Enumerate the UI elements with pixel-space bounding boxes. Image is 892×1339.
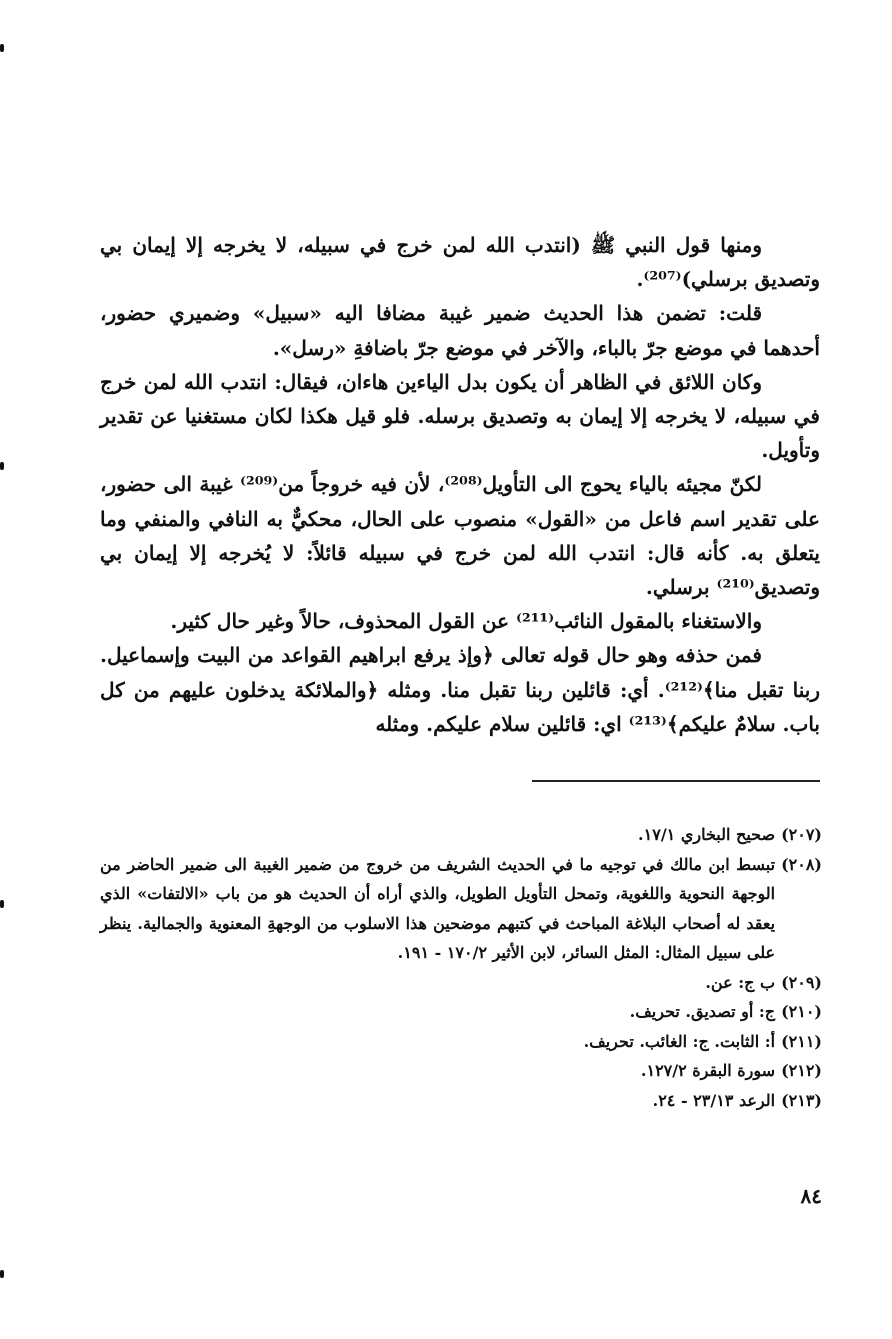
scan-margin-mark [0, 1270, 4, 1278]
footnote-separator [532, 780, 820, 782]
paragraph: وكان اللائق في الظاهر أن يكون بدل الياءين هاءان، فيقال: انتدب الله لمن خرج في سبيله، لا يخرجه إلا إيمان به وتصديق برسله. فلو قيل هكذا لكان مستغنيا عن تقدير وتأويل. [100, 369, 820, 463]
footnote-text: ج: أو تصديق. تحريف. [629, 1002, 776, 1021]
footnote-number: (٢٠٨) [781, 854, 822, 874]
footnote-item [100, 850, 822, 968]
footnote-text: سورة البقرة ١٢٧/٢. [640, 1061, 776, 1080]
footnote-number: (٢١٢) [781, 1061, 822, 1080]
footnotes [100, 820, 822, 1115]
footnote-item [100, 1027, 822, 1057]
footnote-number: (٢١٠) [781, 1002, 822, 1021]
scan-margin-mark [0, 44, 4, 52]
scan-margin-mark [0, 462, 4, 470]
footnote-text: تبسط ابن مالك في توجيه ما في الحديث الشريف من خروج من ضمير الغيبة الى ضمير الحاضر من الوجهة النحوية واللغوية، وتمحل التأويل الطويل، والذي أراه أن الحديث هو من باب «الالتفات» الذي يعقد له أصحاب البلاغة المباحث في كتبهم موضحين هذا الاسلوب من الوجهةِ المعنوية والجمالية. ينظر على سبيل المثال: المثل السائر، لابن الأثير ١٧٠/٢ - ١٩١. [100, 854, 776, 962]
footnote-item [100, 968, 822, 998]
scan-margin-mark [0, 900, 4, 908]
paragraph: قلت: تضمن هذا الحديث ضمير غيبة مضافا اليه «سبيل» وضميري حضور، أحدهما في موضع جرّ بالباء، والآخر في موضع جرّ باضافةِ «رسل». [100, 301, 820, 360]
footnote-number: (٢٠٩) [781, 972, 822, 992]
footnote-text: الرعد ٢٣/١٣ - ٢٤. [652, 1090, 776, 1110]
footnote-number: (٢٠٧) [781, 825, 822, 844]
footnote-item [100, 1056, 822, 1086]
main-text [100, 228, 820, 741]
footnote-text: ب ج: عن. [705, 972, 776, 992]
footnote-number: (٢١١) [781, 1031, 822, 1051]
footnote-text: أ: الثابت. ج: الغائب. تحريف. [583, 1031, 776, 1051]
footnote-item [100, 997, 822, 1027]
page-number: ٨٤ [800, 1184, 822, 1208]
footnote-text: صحيح البخاري ١٧/١. [638, 825, 776, 844]
paragraph: لكنّ مجيئه بالياء يحوج الى التأويل⁽²⁰⁸⁾، لأن فيه خروجاً من⁽²⁰⁹⁾ غيبة الى حضور، على تقدير اسم فاعل من «القول» منصوب على الحال، محكيٌّ به النافي والمنفي وما يتعلق به. كأنه قال: انتدب الله لمن خرج في سبيله قائلاً: لا يُخرجه إلا إيمان بي وتصديق⁽²¹⁰⁾ برسلي. [100, 472, 820, 600]
paragraph: ومنها قول النبي ﷺ (انتدب الله لمن خرج في سبيله، لا يخرجه إلا إيمان بي وتصديق برسلي)⁽²⁰⁷⁾. [100, 233, 820, 292]
paragraph: فمن حذفه وهو حال قوله تعالى ﴿وإذ يرفع ابراهيم القواعد من البيت وإسماعيل. ربنا تقبل منا﴾⁽²¹²⁾. أي: قائلين ربنا تقبل منا. ومثله ﴿والملائكة يدخلون عليهم من كل باب. سلامٌ عليكم﴾⁽²¹³⁾ اي: قائلين سلام عليكم. ومثله [100, 643, 820, 736]
footnote-item [100, 1086, 822, 1116]
paragraph: والاستغناء بالمقول النائب⁽²¹¹⁾ عن القول المحذوف، حالاً وغير حال كثير. [170, 609, 762, 634]
footnote-item [100, 820, 822, 850]
footnote-number: (٢١٣) [781, 1090, 822, 1110]
